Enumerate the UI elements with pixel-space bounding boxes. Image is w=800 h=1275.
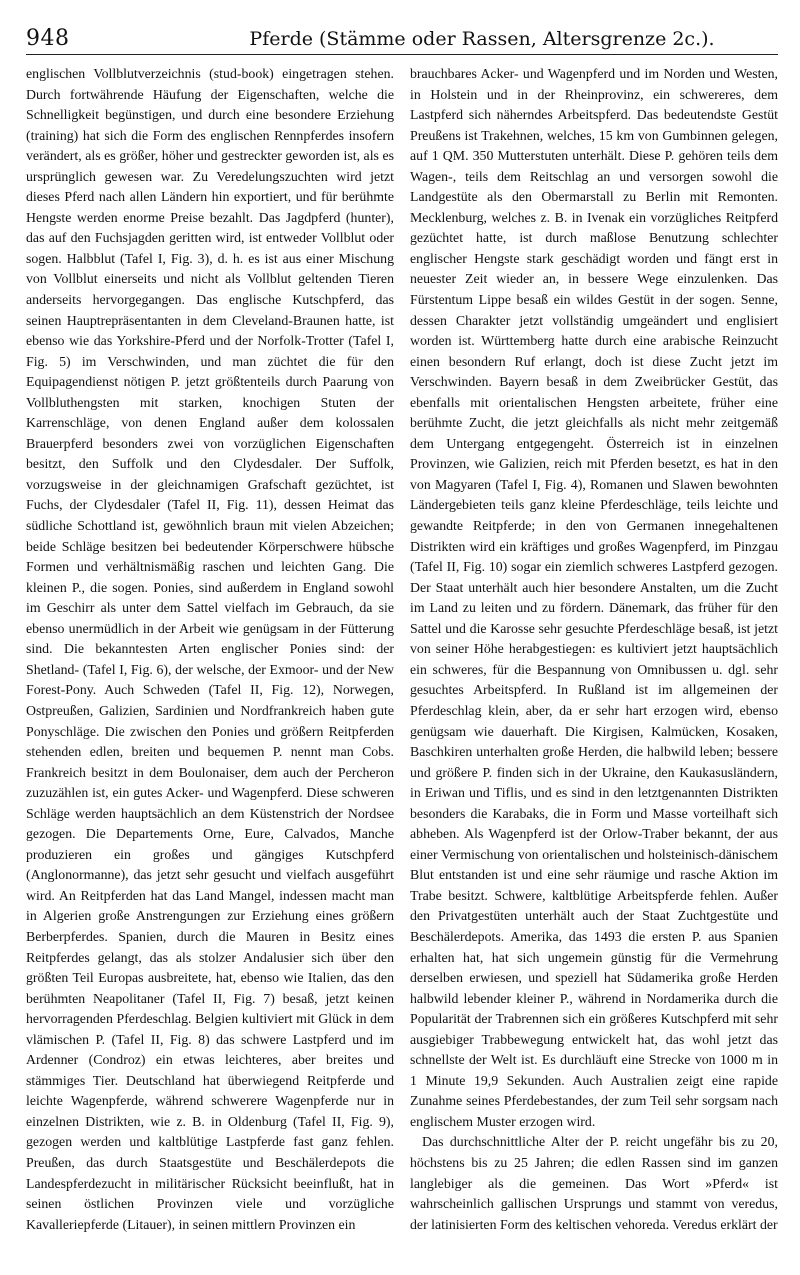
- right-column: [410, 64, 778, 1264]
- left-paragraph: englischen Vollblutverzeichnis (stud-book) eingetragen stehen. Durch fortwährende Häufung der Eigenschaften, welche die Schnelligkeit begünstigen, und durch eine besondere Erziehung (training) hat sich die Form des englischen Rennpferdes insofern verändert, als es größer, höher und gestreckter geworden ist, als es ursprünglich gewesen war. Zu Veredelungszuchten wird jetzt dieses Pferd nach allen Ländern hin exportiert, und für berühmte Hengste werden enorme Preise bezahlt. Das Jagdpferd (hunter), das auf den Fuchsjagden geritten wird, ist entweder Vollblut oder sogen. Halbblut (Tafel I, Fig. 3), d. h. es ist aus einer Mischung von Vollblut einerseits und nicht als Vollblut geltenden Tieren anderseits hervorgegangen. Das englische Kutschpferd, das seinen Hauptrepräsentanten in dem Cleveland-Braunen hatte, ist ebenso wie das Yorkshire-Pferd und der Norfolk-Trotter (Tafel I, Fig. 5) im Verschwinden, und man züchtet die für den Equipagendienst nötigen P. jetzt größtenteils durch Paarung von Vollbluthengsten mit starken, knochigen Stuten der Karrenschläge, von denen England außer dem kolossalen Brauerpferd besonders zwei von vorzüglichen Eigenschaften besitzt, den Suffolk und den Clydesdaler. Der Suffolk, vorzugsweise in der gleichnamigen Grafschaft gezüchtet, ist Fuchs, der Clydesdaler (Tafel II, Fig. 11), dessen Heimat das südliche Schottland ist, gewöhnlich braun mit vielen Abzeichen; beide Schläge besitzen bei bedeutender Körperschwere hübsche Formen und verhältnismäßig raschen und leichten Gang. Die kleinen P., die sogen. Ponies, sind außerdem in England sowohl im Geschirr als unter dem Sattel vielfach im Gebrauch, da sie ebenso unermüdlich in der Arbeit wie genügsam in der Fütterung sind. Die bekanntesten Arten englischer Ponies sind: der Shetland- (Tafel I, Fig. 6), der welsche, der Exmoor- und der New Forest-Pony. Auch Schweden (Tafel II, Fig. 12), Norwegen, Ostpreußen, Galizien, Sardinien und Nordfrankreich haben gute Ponyschläge. Die zwischen den Ponies und größern Reitpferden stehenden edlen, breiten und bequemen P. nennt man Cobs. Frankreich besitzt in dem Boulonaiser, dem auch der Percheron zuzuzählen ist, ein gutes Acker- und Wagenpferd. Diese schweren Schläge werden hauptsächlich an dem Küstenstrich der Nordsee gezogen. Die Departements Orne, Eure, Calvados, Manche produzieren ein großes und gängiges Kutschpferd (Anglonormanne), das jetzt sehr gesucht und vielfach ausgeführt wird. An Reitpferden hat das Land Mangel, indessen macht man in Algerien große Anstrengungen zur Erziehung eines größern Berberpferdes. Spanien, durch die Mauren in Besitz eines Reitpferdes gelangt, das als stolzer Andalusier sich über den größten Teil Europas ausbreitete, hat, ebenso wie Italien, das den berühmten Neapolitaner (Tafel II, Fig. 7) besaß, jetzt keinen hervorragenden Pferdeschlag. Belgien kultiviert mit Glück in dem vlämischen P. (Tafel II, Fig. 8) das schwere Lastpferd und im Ardenner (Condroz) ein etwas leichteres, aber breites und stämmiges Tier. Deutschland hat überwiegend Reitpferde und leichte Wagenpferde, während schwerere Wagenpferde nur in einzelnen Distrikten, wie z. B. in Oldenburg (Tafel II, Fig. 9), gezogen werden und kaltblütige Lastpferde fast ganz fehlen. Preußen, das durch Staatsgestüte und Beschälerdepots die Landespferdezucht in militärischer Rücksicht beeinflußt, hat in seinen östlichen Provinzen viele und vorzügliche Kavalleriepferde (Litauer), in seinen mittlern Provinzen ein: [26, 66, 394, 1232]
- page-header: [26, 14, 778, 55]
- right-paragraph: brauchbares Acker- und Wagenpferd und im Norden und Westen, in Holstein und in der Rheinprovinz, ein schwereres, dem Lastpferd sich näherndes Arbeitspferd. Das bedeutendste Gestüt Preußens ist Trakehnen, welches, 15 km von Gumbinnen gelegen, auf 1 QM. 350 Mutterstuten unterhält. Diese P. gehören teils dem Wagen-, teils dem Reitschlag an und versorgen sowohl die Landgestüte als den Obermarstall zu Berlin mit Remonten. Mecklenburg, welches z. B. in Ivenak ein vorzügliches Reitpferd gezüchtet hatte, ist durch maßlose Benutzung schlechter englischer Hengste stark geschädigt worden und fängt erst in neuester Zeit wieder an, in bessere Wege einzulenken. Das Fürstentum Lippe besaß ein wildes Gestüt in der sogen. Senne, dessen Charakter jetzt vollständig umgeändert und englisiert worden ist. Württemberg hatte durch eine arabische Reinzucht einen besondern Ruf erlangt, doch ist diese Zucht jetzt im Verschwinden. Bayern besaß in dem Zweibrücker Gestüt, das ebenfalls mit orientalischen Hengsten arbeitete, früher eine berühmte Zucht, die jetzt gleichfalls als nicht mehr zeitgemäß dem Untergang entgegengeht. Österreich ist in einzelnen Provinzen, wie Galizien, reich mit Pferden besetzt, es hat in den von Magyaren (Tafel I, Fig. 4), Romanen und Slawen bewohnten Ländergebieten teils ganz kleine Pferdeschläge, teils leichte und gewandte Reitpferde; in den von Germanen innegehaltenen Distrikten wird ein kräftiges und großes Wagenpferd, im Pinzgau (Tafel II, Fig. 10) sogar ein ziemlich schweres Lastpferd gezogen. Der Staat unterhält auch hier besondere Anstalten, um die Zucht im Land zu leiten und zu fördern. Dänemark, das früher für den Sattel und die Karosse sehr gesuchte Pferdeschläge besaß, ist jetzt von seiner Höhe herabgestiegen: es kultiviert jetzt hauptsächlich ein schweres, für die Bespannung von Omnibussen u. dgl. sehr gesuchtes Arbeitspferd. In Rußland ist im allgemeinen der Pferdeschlag klein, aber, da er sehr hart erzogen wird, ebenso genügsam wie dauerhaft. Die Kirgisen, Kalmücken, Kosaken, Baschkiren unterhalten große Herden, die halbwild leben; bessere und größere P. finden sich in der Ukraine, den Kaukasusländern, in Eriwan und Tiflis, und es sind in den letztgenannten Distrikten besonders die Karabaks, die in Form und Masse vorteilhaft sich abheben. Als Wagenpferd ist der Orlow-Traber bekannt, der aus einer Vermischung von orientalischen und holsteinisch-dänischem Blut entstanden ist und eine sehr räumige und rasche Aktion im Trabe besitzt. Schwere, kaltblütige Arbeitspferde fehlen. Außer den Privatgestüten unterhält auch der Staat Zuchtgestüte und Beschälerdepots. Amerika, das 1493 die ersten P. aus Spanien erhalten hat, hat sich ungemein günstig für die Vermehrung derselben erwiesen, und speziell hat Südamerika große Herden halbwild lebender kleiner P., während in Nordamerika durch die Popularität der Trabrennen sich ein größeres Kutschpferd mit sehr ausgiebiger Trabbewegung entwickelt hat, das wohl jetzt das schnellste der Welt ist. Es durchläuft eine Strecke von 1000 m in 1 Minute 19,9 Sekunden. Auch Australien zeigt eine rapide Zunahme seines Pferdebestandes, der zum Teil sehr sorgsam nach englischem Muster erzogen wird.: [410, 66, 778, 1129]
- right-paragraph-age: Das durchschnittliche Alter der P. reicht ungefähr bis zu 20, höchstens bis zu 25 Jahren; die edlen Rassen sind im ganzen langlebiger als die gemeinen. Das Wort »Pferd« ist wahrscheinlich gallischen Ursprungs und stammt von veredus, der latinisierten Form des keltischen vehoreda. Veredus erklärt der: [410, 1134, 778, 1232]
- page: [26, 14, 778, 1264]
- page-number: 948: [26, 26, 70, 51]
- left-column: [26, 64, 394, 1264]
- running-head: Pferde (Stämme oder Rassen, Altersgrenze 2c.).: [249, 28, 715, 50]
- text-columns: [26, 64, 778, 1264]
